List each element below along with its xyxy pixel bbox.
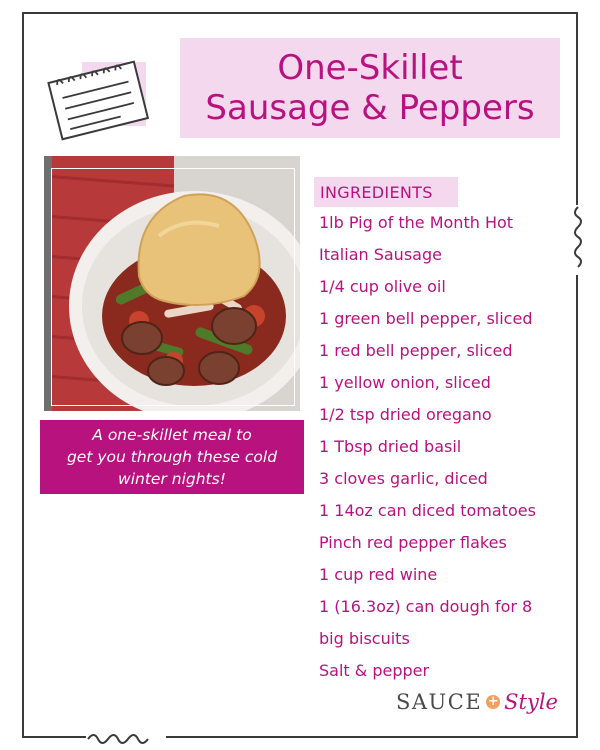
list-item: 1 red bell pepper, sliced (319, 341, 513, 360)
list-item: 1 (16.3oz) can dough for 8 (319, 597, 533, 616)
list-item: 1 cup red wine (319, 565, 438, 584)
list-item: 1 yellow onion, sliced (319, 373, 491, 392)
title-line-2: Sausage & Peppers (205, 88, 535, 128)
list-item: Pinch red pepper flakes (319, 533, 507, 552)
brand-logo (396, 690, 558, 714)
list-item: 1 green bell pepper, sliced (319, 309, 533, 328)
caption-box (40, 420, 304, 494)
list-item: 3 cloves garlic, diced (319, 469, 488, 488)
list-item: 1lb Pig of the Month Hot (319, 213, 514, 232)
list-item: Salt & pepper (319, 661, 430, 680)
list-item: 1/2 tsp dried oregano (319, 405, 492, 424)
squiggle-bottom-decoration (86, 728, 166, 750)
brand-sauce-text: SAUCE (396, 690, 483, 714)
recipe-photo (44, 156, 300, 411)
page-title (205, 48, 534, 128)
list-item: 1 14oz can diced tomatoes (319, 501, 536, 520)
list-item: 1 Tbsp dried basil (319, 437, 462, 456)
title-box (180, 38, 560, 138)
brand-style-text: Style (504, 690, 558, 714)
food-photo-illustration (44, 156, 300, 411)
ingredients-list (319, 207, 569, 687)
title-line-1: One-Skillet (277, 48, 463, 88)
ingredients-header-label: INGREDIENTS (320, 182, 433, 202)
list-item: 1/4 cup olive oil (319, 277, 446, 296)
notepad-icon (36, 52, 158, 144)
caption-line-1: A one-skillet meal to (92, 426, 252, 444)
squiggle-right-decoration (566, 205, 590, 275)
list-item: big biscuits (319, 629, 410, 648)
ingredients-header (314, 177, 458, 207)
photo-caption (67, 424, 277, 490)
caption-line-3: winter nights! (118, 470, 226, 488)
list-item: Italian Sausage (319, 245, 442, 264)
brand-plus-icon: + (487, 694, 499, 709)
caption-line-2: get you through these cold (66, 448, 278, 466)
